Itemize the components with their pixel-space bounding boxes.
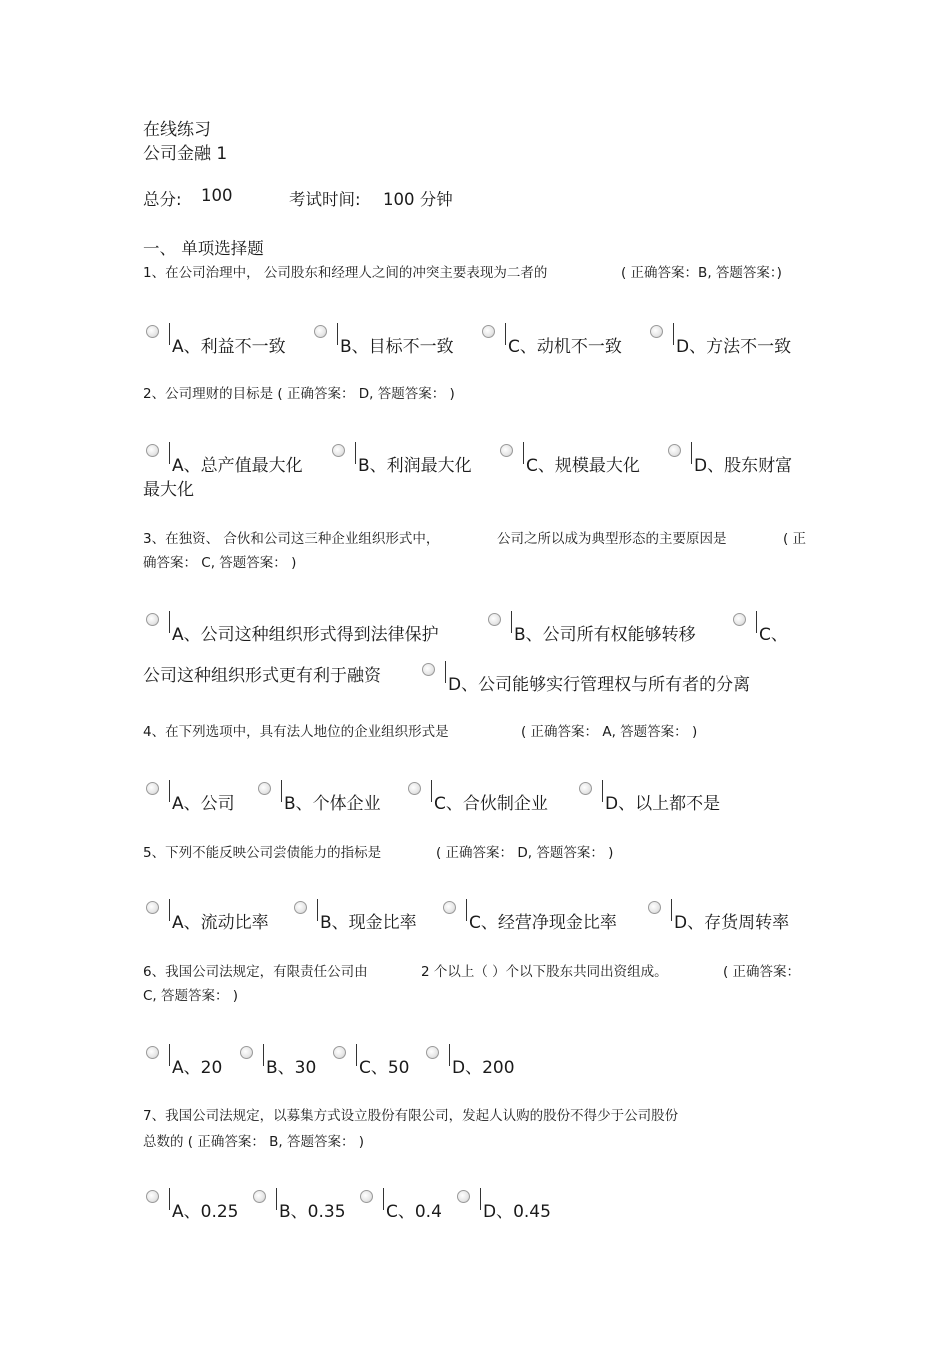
option-label: D、0.45 (483, 1202, 551, 1222)
divider (431, 780, 432, 802)
question-6-line2 (143, 984, 813, 1008)
question-7 (143, 1104, 813, 1128)
radio-icon[interactable] (146, 782, 159, 795)
divider (169, 1044, 170, 1066)
divider (317, 899, 318, 921)
option[interactable] (146, 611, 439, 647)
radio-icon[interactable] (422, 663, 435, 676)
question-text: 6、我国公司法规定，有限责任公司由 (143, 964, 368, 980)
radio-icon[interactable] (253, 1190, 266, 1203)
question-2 (143, 382, 813, 406)
option[interactable] (146, 323, 286, 359)
option[interactable] (314, 323, 454, 359)
radio-icon[interactable] (294, 901, 307, 914)
option[interactable] (457, 1188, 551, 1224)
option[interactable] (648, 899, 789, 935)
divider (756, 611, 757, 633)
option-label: C、50 (359, 1058, 410, 1078)
radio-icon[interactable] (408, 782, 421, 795)
divider (523, 442, 524, 464)
question-5 (143, 841, 813, 865)
answer-info: C, 答题答案： ) (143, 988, 239, 1004)
option[interactable] (668, 442, 792, 478)
option-label: A、总产值最大化 (172, 456, 303, 476)
question-3-line2 (143, 551, 813, 575)
option-label: B、目标不一致 (340, 337, 454, 357)
option-label: C、 (759, 625, 788, 645)
course-title: 公司金融 1 (143, 144, 228, 164)
option-label: C、合伙制企业 (434, 794, 548, 814)
answer-info: ( 正 (783, 531, 807, 547)
option[interactable] (360, 1188, 442, 1224)
time-label: 考试时间: (289, 190, 361, 209)
option[interactable] (332, 442, 472, 478)
radio-icon[interactable] (360, 1190, 373, 1203)
radio-icon[interactable] (650, 325, 663, 338)
radio-icon[interactable] (648, 901, 661, 914)
divider (169, 611, 170, 633)
option[interactable] (146, 899, 269, 935)
question-7-line2 (143, 1130, 813, 1154)
divider (466, 899, 467, 921)
option[interactable] (146, 1188, 238, 1224)
option-label: B、公司所有权能够转移 (514, 625, 696, 645)
divider (691, 442, 692, 464)
option[interactable] (294, 899, 417, 935)
option[interactable] (443, 899, 617, 935)
option-label: D、股东财富 (694, 456, 793, 476)
divider (169, 1188, 170, 1210)
radio-icon[interactable] (146, 1046, 159, 1059)
option-label: 最大化 (143, 480, 194, 500)
option[interactable] (146, 442, 303, 478)
option-label: A、利益不一致 (172, 337, 286, 357)
option[interactable] (146, 780, 235, 816)
radio-icon[interactable] (668, 444, 681, 457)
question-4 (143, 720, 813, 744)
option-label: D、200 (452, 1058, 515, 1078)
option[interactable] (488, 611, 696, 647)
radio-icon[interactable] (258, 782, 271, 795)
question-text: 5、下列不能反映公司尝债能力的指标是 (143, 845, 382, 861)
option[interactable] (500, 442, 640, 478)
divider (276, 1188, 277, 1210)
radio-icon[interactable] (733, 613, 746, 626)
radio-icon[interactable] (426, 1046, 439, 1059)
time-value: 100 分钟 (383, 190, 453, 209)
answer-info: ( 正确答案：B, 答题答案：) (621, 265, 782, 281)
radio-icon[interactable] (579, 782, 592, 795)
option-label: A、0.25 (172, 1202, 239, 1222)
radio-icon[interactable] (457, 1190, 470, 1203)
question-1 (143, 261, 813, 285)
divider (673, 323, 674, 345)
section-heading: 一、 单项选择题 (143, 239, 264, 258)
question-text: 2、公司理财的目标是 ( 正确答案： D, 答题答案： ) (143, 386, 455, 402)
radio-icon[interactable] (500, 444, 513, 457)
answer-info: ( 正确答案： D, 答题答案： ) (436, 845, 614, 861)
option[interactable] (579, 780, 720, 816)
option-label: D、以上都不是 (605, 794, 721, 814)
option-label: C、0.4 (386, 1202, 442, 1222)
option-label: D、方法不一致 (676, 337, 792, 357)
radio-icon[interactable] (332, 444, 345, 457)
divider (480, 1188, 481, 1210)
radio-icon[interactable] (488, 613, 501, 626)
option[interactable] (482, 323, 622, 359)
answer-info: 确答案： C, 答题答案： ) (143, 555, 297, 571)
option[interactable] (253, 1188, 346, 1224)
question-text: 7、我国公司法规定，以募集方式设立股份有限公司，发起人认购的股份不得少于公司股份 (143, 1108, 679, 1124)
divider (355, 442, 356, 464)
radio-icon[interactable] (146, 444, 159, 457)
option-continuation (143, 478, 813, 502)
score-line (143, 186, 813, 212)
radio-icon[interactable] (146, 325, 159, 338)
radio-icon[interactable] (146, 613, 159, 626)
radio-icon[interactable] (240, 1046, 253, 1059)
option-label: D、存货周转率 (674, 913, 790, 933)
option-label: A、公司 (172, 794, 235, 814)
score-value: 100 (201, 186, 233, 205)
radio-icon[interactable] (443, 901, 456, 914)
radio-icon[interactable] (482, 325, 495, 338)
option-label: A、公司这种组织形式得到法律保护 (172, 625, 439, 645)
option[interactable] (333, 1044, 410, 1080)
divider (602, 780, 603, 802)
option-label: B、利润最大化 (358, 456, 472, 476)
radio-icon[interactable] (146, 1190, 159, 1203)
divider (445, 661, 446, 683)
option[interactable] (408, 780, 548, 816)
question-text-cont: 公司之所以成为典型形态的主要原因是 (497, 531, 727, 547)
radio-icon[interactable] (333, 1046, 346, 1059)
divider (169, 323, 170, 345)
divider (383, 1188, 384, 1210)
question-6 (143, 960, 813, 984)
question-text: 4、在下列选项中，具有法人地位的企业组织形式是 (143, 724, 449, 740)
divider (671, 899, 672, 921)
option[interactable] (146, 1044, 222, 1080)
divider (505, 323, 506, 345)
option-label: A、流动比率 (172, 913, 269, 933)
question-text: 1、在公司治理中， 公司股东和经理人之间的冲突主要表现为二者的 (143, 265, 548, 281)
option-label: C、动机不一致 (508, 337, 622, 357)
option-label: B、0.35 (279, 1202, 346, 1222)
question-3 (143, 527, 813, 551)
answer-info: 总数的 ( 正确答案： B, 答题答案： ) (143, 1134, 365, 1150)
option-label: C、经营净现金比率 (469, 913, 617, 933)
option[interactable] (240, 1044, 316, 1080)
answer-info: ( 正确答案： A, 答题答案： ) (521, 724, 698, 740)
question-text: 3、在独资、 合伙和公司这三种企业组织形式中， (143, 531, 440, 547)
divider (356, 1044, 357, 1066)
divider (337, 323, 338, 345)
option[interactable] (422, 661, 750, 697)
option-label: 公司这种组织形式更有利于融资 (143, 666, 381, 686)
score-label: 总分: (143, 190, 182, 209)
option-label: D、公司能够实行管理权与所有者的分离 (448, 675, 751, 695)
divider (281, 780, 282, 802)
option-label: B、现金比率 (320, 913, 417, 933)
exam-page (143, 118, 813, 259)
radio-icon[interactable] (314, 325, 327, 338)
divider (449, 1044, 450, 1066)
question-text-cont: 2 个以上（ ）个以下股东共同出资组成。 (421, 964, 668, 980)
option[interactable] (733, 611, 788, 647)
option-label: A、20 (172, 1058, 223, 1078)
option-label: B、个体企业 (284, 794, 381, 814)
divider (263, 1044, 264, 1066)
divider (169, 442, 170, 464)
divider (169, 780, 170, 802)
option[interactable] (258, 780, 381, 816)
option-label: C、规模最大化 (526, 456, 640, 476)
option-label: B、30 (266, 1058, 317, 1078)
answer-info: ( 正确答案： (723, 964, 801, 980)
option[interactable] (650, 323, 791, 359)
divider (511, 611, 512, 633)
page-title: 在线练习 (143, 120, 211, 140)
divider (169, 899, 170, 921)
option[interactable] (426, 1044, 515, 1080)
radio-icon[interactable] (146, 901, 159, 914)
